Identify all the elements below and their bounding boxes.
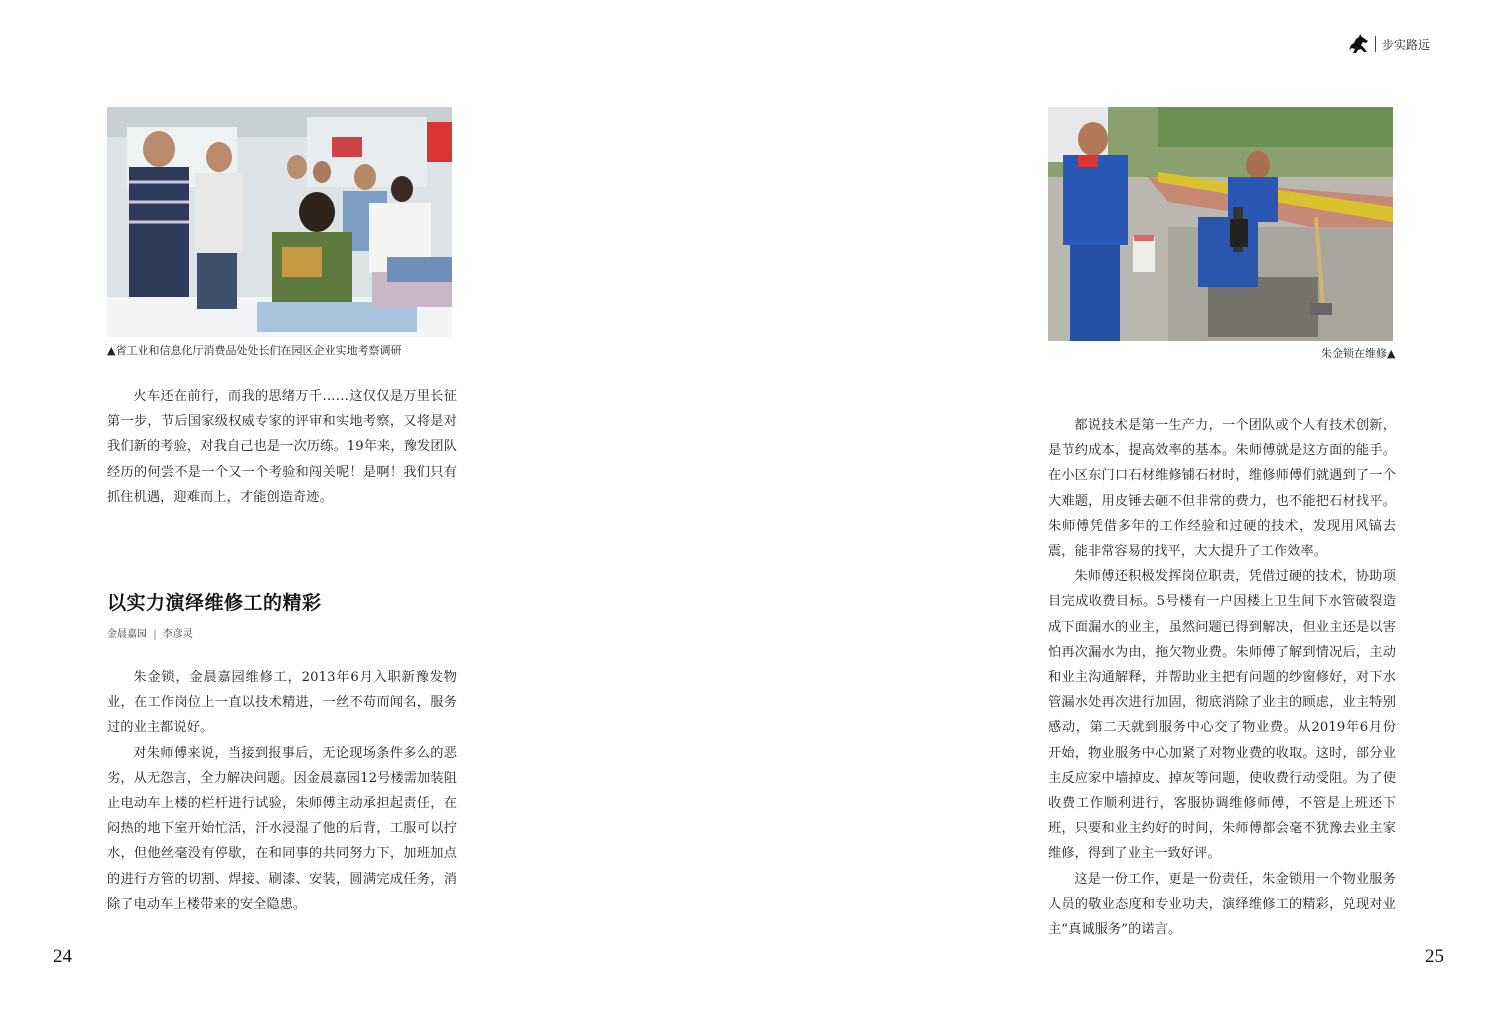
right-article-body	[1048, 413, 1396, 942]
left-article-body	[107, 665, 457, 917]
page-header	[1346, 33, 1446, 55]
article-byline	[107, 625, 193, 640]
right-photo-caption: 朱金锁在维修▲	[1321, 347, 1396, 360]
left-photo-caption: ▲省工业和信息化厅消费品处处长们在园区企业实地考察调研	[107, 344, 402, 357]
right-page-number: 25	[1425, 946, 1444, 967]
article-paragraph: 朱金锁，金晨嘉园维修工，2013年6月入职新豫发物业，在工作岗位上一直以技术精进，一丝不苟而闻名，服务过的业主都说好。	[107, 670, 457, 736]
header-divider	[1375, 36, 1376, 52]
byline-separator: |	[153, 629, 157, 640]
article-paragraph: 对朱师傅来说，当接到报事后，无论现场条件多么的恶劣，从无怨言，全力解决问题。因金晨嘉园12号楼需加装阻止电动车上楼的栏杆进行试验，朱师傅主动承担起责任，在闷热的地下室开始忙活，汗水浸湿了他的后背，工服可以拧水，但他丝毫没有停歇，在和同事的共同努力下，加班加点的进行方管的切割、焊接、刷漆、安装，圆满完成任务，消除了电动车上楼带来的安全隐患。	[107, 745, 457, 912]
byline-author: 李彦灵	[162, 629, 193, 640]
article-paragraph: 都说技术是第一生产力，一个团队或个人有技术创新，是节约成本，提高效率的基本。朱师傅就是这方面的能手。在小区东门口石材维修铺石材时，维修师傅们就遇到了一个大难题，用皮锤去砸不但非常的费力，也不能把石材找平。朱师傅凭借多年的工作经验和过硬的技术，发现用风镐去震，能非常容易的找平，大大提升了工作效率。	[1048, 418, 1396, 560]
byline-org: 金晨嘉园	[107, 629, 147, 640]
horse-rider-logo-icon	[1346, 33, 1370, 55]
inspection-photo	[107, 107, 452, 337]
section-label: 步实路远	[1382, 38, 1431, 52]
article-title: 以实力演绎维修工的精彩	[107, 592, 322, 614]
left-page-number: 24	[53, 946, 72, 967]
intro-paragraph: 火车还在前行，而我的思绪万千……这仅仅是万里长征第一步，节后国家级权威专家的评审和实地考察，又将是对我们新的考验，对我自己也是一次历练。19年来，豫发团队经历的何尝不是一个又一个考验和闯关呢！是啊！我们只有抓住机遇，迎难而上，才能创造奇迹。	[107, 389, 457, 505]
intro-paragraph-block	[107, 384, 457, 510]
repair-photo	[1048, 107, 1393, 341]
article-paragraph: 这是一份工作，更是一份责任，朱金锁用一个物业服务人员的敬业态度和专业功夫，演绎维修工的精彩，兑现对业主“真诚服务”的诺言。	[1048, 871, 1396, 938]
article-paragraph: 朱师傅还积极发挥岗位职责，凭借过硬的技术，协助项目完成收费目标。5号楼有一户因楼上卫生间下水管破裂造成下面漏水的业主，虽然问题已得到解决，但业主还是以害怕再次漏水为由，拖欠物业费。朱师傅了解到情况后，主动和业主沟通解释，并帮助业主把有问题的纱窗修好，对下水管漏水处再次进行加固，彻底消除了业主的顾虑，业主特别感动，第二天就到服务中心交了物业费。从2019年6月份开始，物业服务中心加紧了对物业费的收取。这时，部分业主反应家中墙掉皮、掉灰等问题，使收费行动受阻。为了使收费工作顺利进行，客服协调维修师傅，不管是上班还下班，只要和业主约好的时间，朱师傅都会毫不犹豫去业主家维修，得到了业主一致好评。	[1048, 569, 1396, 862]
